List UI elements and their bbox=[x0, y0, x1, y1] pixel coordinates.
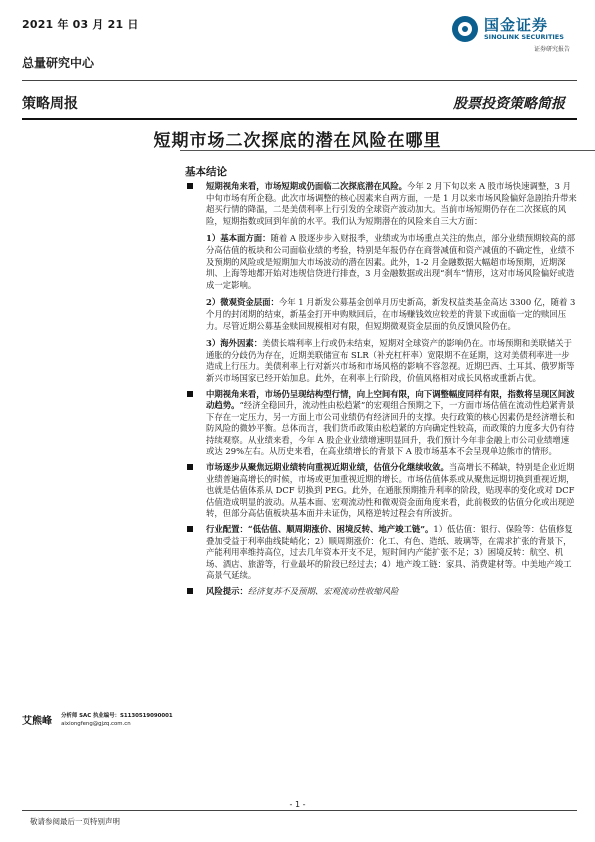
logo-mark-icon bbox=[452, 16, 478, 42]
conclusions-content bbox=[185, 181, 577, 602]
block-body: 今年 2 月下旬以来 A 股市场快速调整，3 月中旬市场有所企稳。此次市场调整的核心因素来自两方面，一是 1 月以来市场风险偏好急剧抬升带来超买行情的降温，二是美债利率上行引发的全球资产波动加大。当前市场短期仍存在二次探底的风险，短期指数或回到年前的水平。我们认为短期潜在的风险来自三大方面： bbox=[206, 181, 577, 226]
block-body: 1）低估值：银行、保险等：估值修复叠加受益于利率曲线陡峭化；2）顺周期涨价：化工、有色、造纸、玻璃等，在需求扩张的背景下，产能利用率维持高位，过去几年资本开支不足，短时间内产能扩张不足；3）困境反转：航空、机场、酒店、旅游等，行业最坏的阶段已经过去；4）地产竣工链：家具、消费建材等。中美地产竣工高景气延续。 bbox=[206, 524, 573, 581]
bullet-icon bbox=[187, 526, 193, 532]
sub-point-capital-flows bbox=[185, 297, 577, 332]
footer-disclaimer: 敬请参阅最后一页特别声明 bbox=[30, 817, 120, 826]
report-title: 短期市场二次探底的潜在风险在哪里 bbox=[153, 131, 442, 151]
logo-subtitle: 证券研究报告 bbox=[534, 46, 571, 53]
bullet-icon bbox=[187, 391, 193, 397]
conclusion-block-short-term bbox=[185, 181, 577, 227]
logo-name-cn: 国金证券 bbox=[484, 16, 549, 34]
logo-name-en: SINOLINK SECURITIES bbox=[484, 33, 564, 41]
sub-point-body: 今年 1 月新发公募基金创单月历史新高，新发权益类基金高达 3300 亿，随着 3 个月的封闭期的结束，新基金打开申购赎回后，在市场赚钱效应较差的背景下或面临一定的赎回压力。尽管近期公募基金赎回规模相对有限，但短期微观资金层面的负反馈风险仍在。 bbox=[206, 297, 576, 331]
bullet-icon bbox=[187, 183, 193, 189]
conclusion-block-risk bbox=[185, 586, 577, 598]
sub-point-lead: 2）微观资金层面： bbox=[206, 297, 279, 308]
report-category: 股票投资策略简报 bbox=[453, 96, 565, 112]
block-lead: 风险提示： bbox=[206, 586, 248, 596]
top-divider bbox=[22, 80, 577, 81]
conclusion-block-valuation bbox=[185, 462, 577, 520]
sub-point-lead: 1）基本面方面： bbox=[206, 233, 271, 244]
page-number: - 1 - bbox=[289, 800, 306, 809]
report-type: 策略周报 bbox=[22, 96, 78, 112]
sub-point-overseas bbox=[185, 338, 577, 384]
block-lead: 行业配置：“低估值、顺周期涨价、困境反转、地产竣工链”。 bbox=[206, 524, 434, 535]
bullet-icon bbox=[187, 588, 193, 594]
section-title: 基本结论 bbox=[185, 166, 227, 178]
block-lead: 中期视角来看，市场仍呈现结构型行情，向上空间有限，向下调整幅度同样有限，指数将呈现区间波动趋势。 bbox=[206, 388, 575, 411]
block-lead: 市场逐步从聚焦远期业绩转向重视近期业绩，估值分化继续收敛。 bbox=[206, 462, 449, 473]
analyst-email[interactable]: aixiongfeng@gjzq.com.cn bbox=[61, 721, 131, 728]
analyst-certification: 分析师 SAC 执业编号：S1130519090001 bbox=[61, 713, 173, 719]
footer-divider bbox=[22, 810, 577, 811]
sub-point-body: 美债长端利率上行或仍未结束，短期对全球资产的影响仍在。市场预期和美联储关于通胀的分歧仍为存在，近期美联储宣布 SLR（补充杠杆率）宽限期不在延期，这对美债利率进一步造成上行压力。美债利率上行对新兴市场和市场风格的影响不容忽视。近期巴西、土耳其、俄罗斯等新兴市场国家已经开始加息。此外，在利率上行阶段，价值风格相对成长风格或重新占优。 bbox=[206, 338, 575, 383]
band-divider bbox=[22, 118, 577, 120]
bullet-icon bbox=[187, 464, 193, 470]
conclusion-block-mid-term bbox=[185, 389, 577, 459]
analyst-name: 艾熊峰 bbox=[22, 716, 52, 727]
analyst-info bbox=[61, 712, 173, 728]
title-divider bbox=[180, 150, 595, 151]
sub-point-body: 随着 A 股逐步步入财报季，业绩或为市场重点关注的焦点，部分业绩预期较高的部分高估值的板块和公司面临业绩的考验，特别是年报仍存在商誉减值和资产减值的不确定性，业绩不及预期的风险或是短期加大市场波动的潜在因素。此外，1-2 月金融数据大幅超市场预期，近期深圳、上海等地都开始对违规信贷进行排查，3 月金融数据或出现“刹车”情形，这对市场风险偏好或造成一定影响。 bbox=[206, 233, 575, 290]
company-logo bbox=[452, 12, 582, 58]
block-body: 当高增长不稀缺，特别是企业近期业绩普遍高增长的时候，市场或更加重视近期的增长。市场估值体系或从聚焦远期切换到重视近期，也就是估值体系从 DCF 切换到 PEG。此外，在通胀预期推升利率的阶段，贴现率的变化或对 DCF 估值造成明显的波动。从基本面、宏观流动性和微观资金面角度来看，此前极致的估值分化或出现逆转，但部分高估值板块基本面并未证伪，风格逆转过程会有所波折。 bbox=[206, 462, 575, 519]
sub-point-lead: 3）海外因素： bbox=[206, 338, 263, 349]
sub-point-fundamentals bbox=[185, 233, 577, 291]
block-body: 经济复苏不及预期、宏观流动性收缩风险 bbox=[247, 586, 399, 596]
report-date: 2021 年 03 月 21 日 bbox=[22, 18, 139, 31]
block-lead: 短期视角来看，市场短期或仍面临二次探底潜在风险。 bbox=[206, 181, 407, 191]
analyst-card bbox=[22, 712, 187, 731]
department-label: 总量研究中心 bbox=[22, 56, 95, 70]
block-body: “经济全稳回升，流动性由松趋紧”的宏观组合预期之下，一方面市场估值在流动性趋紧背景下存在一定压力，另一方面上市公司业绩仍有经济回升的支撑。央行政策的核心因素仍是经济增长和防风险的微妙平衡。总体而言，我们货币政策由松趋紧的方向确定性较高，而政策的力度多大仍有待持续观察。从业绩来看，今年 A 股企业业绩增速明显回升，我们预计今年非金融上市公司业绩增速或达 29%左右。从历史来看，在高业绩增长的背景下 A 股市场基本不会呈现单边熊市的情形。 bbox=[206, 400, 575, 457]
conclusion-block-sector-allocation bbox=[185, 524, 577, 582]
